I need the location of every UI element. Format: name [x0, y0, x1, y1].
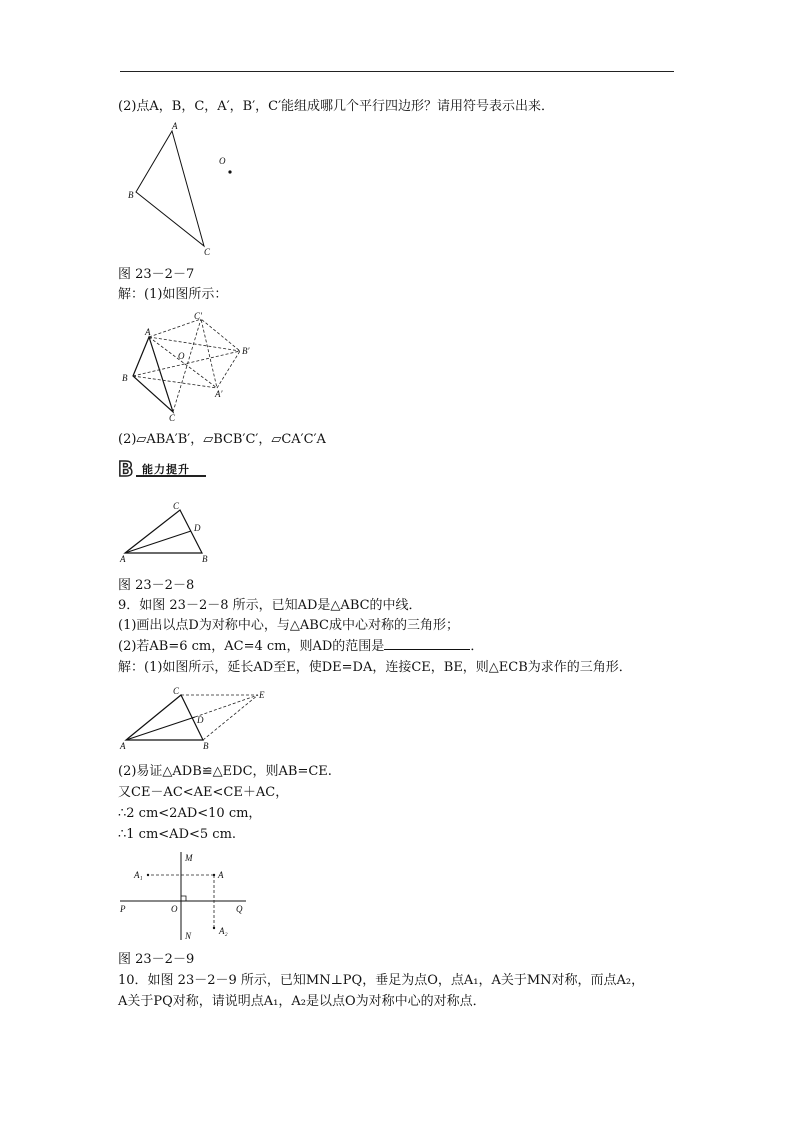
segment-de — [195, 695, 258, 717]
figure-solution-8 — [118, 308, 268, 424]
label-c: C — [173, 686, 180, 696]
right-angle-mark — [181, 896, 186, 901]
label-a: A — [120, 741, 126, 751]
figure-caption-23-2-9: 图 23－2－9 — [118, 952, 195, 967]
solution-8-part-2: (2)▱ABA′B′，▱BCB′C′，▱CA′C′A — [118, 432, 326, 447]
label-q: Q — [236, 904, 243, 914]
label-p: P — [120, 904, 126, 914]
label-b: B — [202, 554, 208, 564]
answer-blank — [384, 637, 470, 650]
solution-9-line-3: 又CE－AC<AE<CE＋AC， — [118, 785, 289, 800]
question-9-part-1: (1)画出以点D为对称中心，与△ABC成中心对称的三角形； — [118, 618, 459, 633]
label-m: M — [185, 853, 193, 863]
label-o: O — [219, 156, 226, 166]
solution-9-line-4: ∴2 cm<2AD<10 cm， — [118, 806, 262, 821]
label-d: D — [194, 523, 201, 533]
segment-ab1 — [149, 337, 240, 351]
figure-caption-23-2-7: 图 23－2－7 — [118, 267, 195, 282]
label-o: O — [171, 904, 178, 914]
label-c-prime: C′ — [194, 311, 202, 321]
question-10-line-2: A关于PQ对称，请说明点A₁，A₂是以点O为对称中心的对称点． — [118, 994, 486, 1009]
label-o: O — [178, 351, 185, 361]
ability-section-banner — [118, 459, 208, 479]
banner-underline — [136, 475, 206, 477]
figure-caption-23-2-8: 图 23－2－8 — [118, 578, 195, 593]
label-c: C — [204, 247, 211, 257]
label-a: A — [172, 121, 178, 131]
point-a2 — [213, 927, 215, 929]
label-b: B — [128, 190, 134, 200]
triangle-abc — [126, 695, 203, 740]
label-b: B — [122, 373, 128, 383]
point-a1 — [147, 874, 149, 876]
solution-9-line-2: (2)易证△ADB≌△EDC，则AB=CE. — [118, 764, 332, 779]
segment-bb1 — [133, 351, 240, 376]
label-c: C — [173, 501, 180, 511]
solution-9-line-1: 解：(1)如图所示，延长AD至E，使DE=DA，连接CE，BE，则△ECB为求作的三角形． — [118, 660, 632, 675]
segment-ba1 — [133, 376, 217, 388]
label-a-prime: A′ — [215, 389, 223, 399]
label-n: N — [185, 931, 192, 941]
label-c: C — [169, 413, 176, 423]
label-e: E — [259, 690, 265, 700]
label-a: A — [120, 554, 126, 564]
label-b-prime: B′ — [242, 346, 250, 356]
triangle-a1b1c1 — [201, 319, 240, 388]
question-9-stem: 9．如图 23－2－8 所示，已知AD是△ABC的中线． — [118, 598, 422, 613]
question-9-part-2-text: (2)若AB=6 cm，AC=4 cm，则AD的范围是 — [118, 639, 385, 654]
figure-23-2-7 — [118, 116, 248, 258]
segment-ac1 — [149, 319, 201, 337]
median-ad — [125, 531, 191, 553]
section-b-icon: B — [118, 457, 134, 481]
question-9-part-2-end: ． — [470, 639, 484, 654]
point-o — [228, 170, 231, 173]
label-a2: A₂ — [219, 926, 228, 936]
label-a: A — [218, 870, 224, 880]
figure-23-2-8 — [118, 500, 218, 566]
question-8-part-2: (2)点A，B，C，A′，B′，C′能组成哪几个平行四边形？请用符号表示出来． — [118, 99, 555, 114]
label-a: A — [145, 327, 151, 337]
figure-23-2-9 — [118, 850, 250, 942]
label-b: B — [203, 741, 209, 751]
solution-9-line-5: ∴1 cm<AD<5 cm. — [118, 827, 237, 842]
question-9-part-2 — [118, 637, 483, 656]
label-d: D — [197, 715, 204, 725]
figure-solution-9 — [118, 683, 278, 753]
triangle-abc — [136, 131, 204, 246]
section-label: 能力提升 — [142, 463, 190, 476]
question-10-line-1: 10．如图 23－2－9 所示，已知MN⊥PQ，垂足为点O，点A₁，A关于MN对称，而点A₂， — [118, 973, 645, 988]
header-rule — [120, 71, 674, 72]
point-a — [213, 874, 215, 876]
segment-be — [203, 695, 258, 740]
label-a1: A₁ — [134, 870, 143, 880]
segment-ad — [126, 717, 195, 740]
solution-8-part-1: 解：(1)如图所示： — [118, 287, 228, 302]
